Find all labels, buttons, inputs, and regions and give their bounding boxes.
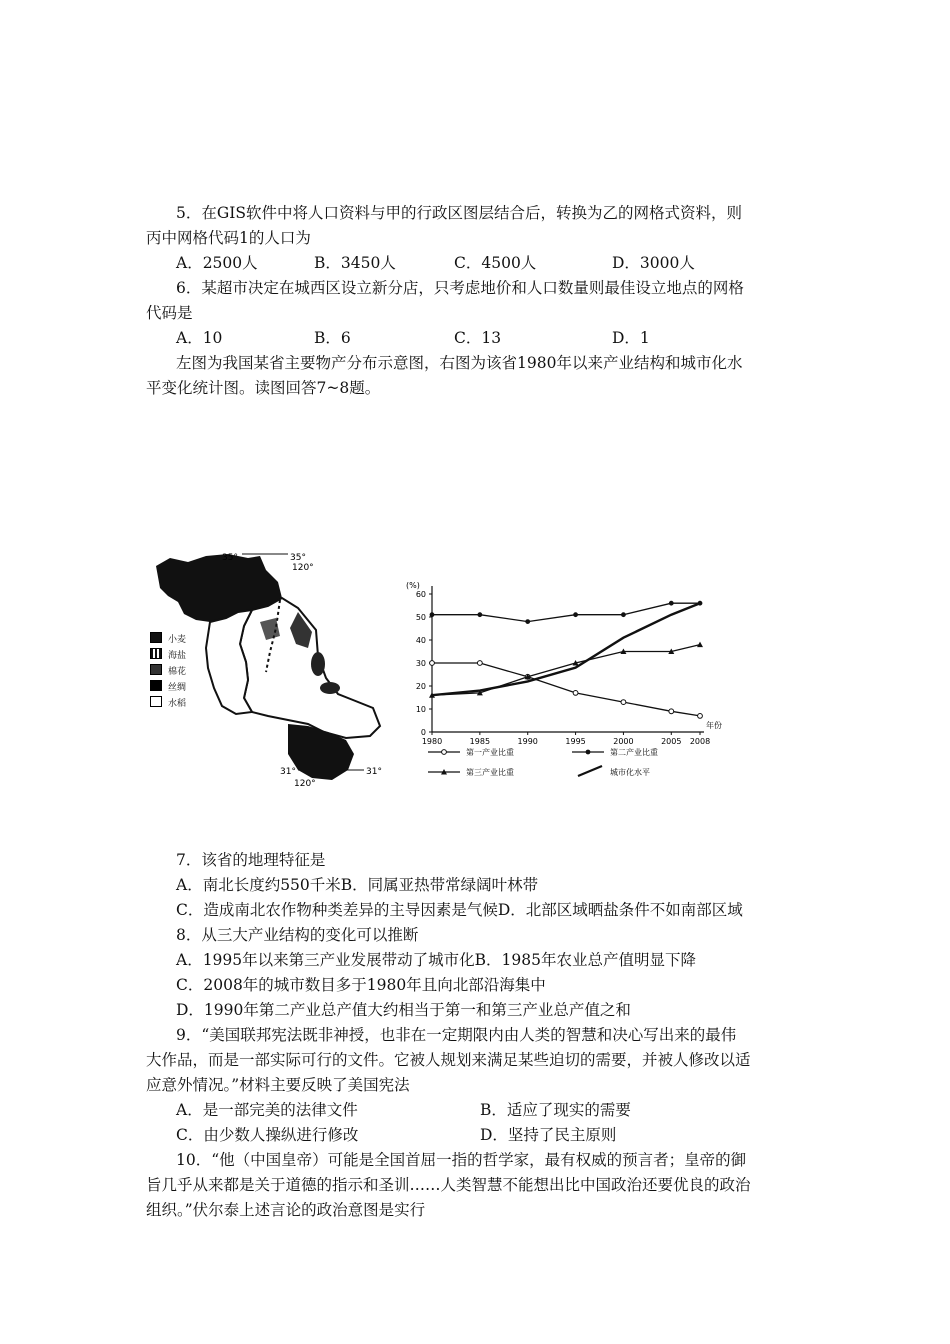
- legend-item-wheat: [150, 632, 220, 648]
- industry-urbanization-chart: [400, 580, 730, 790]
- q10-stem-line1: 10．“他（中国皇帝）可能是全国首屈一指的哲学家，最有权威的预言者；皇帝的御: [176, 1151, 747, 1169]
- coord-label-31-left: 31°: [280, 767, 296, 777]
- rice-swatch: [150, 696, 162, 707]
- legend-label-rice: 水稻: [168, 699, 187, 709]
- data-point: [573, 612, 578, 617]
- q8-stem: 8．从三大产业结构的变化可以推断: [176, 926, 419, 944]
- q6-option-a: A．10: [176, 329, 223, 347]
- x-tick-label: 1995: [565, 737, 586, 746]
- y-tick-label: 10: [415, 705, 426, 714]
- coord-label-35-right: 35°: [290, 553, 306, 563]
- intro-line1: 左图为我国某省主要物产分布示意图，右图为该省1980年以来产业结构和城市化水: [176, 354, 743, 372]
- q5-option-b: B．3450人: [314, 254, 396, 272]
- central-region: [240, 598, 380, 738]
- y-tick-label: 30: [415, 659, 426, 668]
- legend-item-rice: [150, 696, 220, 712]
- legend-label: 第一产业比重: [466, 748, 514, 757]
- legend-item-salt: [150, 648, 220, 664]
- q9-stem-line2: 大作品，而是一部实际可行的文件。它被人规划来满足某些迫切的需要，并被人修改以适: [146, 1051, 751, 1069]
- q6-option-d: D．1: [612, 329, 650, 347]
- y-axis-unit: (%): [406, 581, 420, 590]
- x-tick-label: 2000: [613, 737, 634, 746]
- q8-options-ab: A．1995年以来第三产业发展带动了城市化B．1985年农业总产值明显下降: [176, 951, 696, 969]
- data-point: [477, 612, 482, 617]
- series-line: [432, 603, 700, 695]
- data-point: [430, 612, 435, 617]
- data-point: [430, 661, 435, 666]
- x-tick-label: 1980: [421, 737, 443, 746]
- q7-options-cd: C．造成南北农作物种类差异的主导因素是气候D．北部区域晒盐条件不如南部区域: [176, 901, 743, 919]
- q9-stem-line3: 应意外情况。”材料主要反映了美国宪法: [146, 1076, 410, 1094]
- q9-stem-line1: 9．“美国联邦宪法既非神授，也非在一定期限内由人类的智慧和决心写出来的最伟: [176, 1026, 737, 1044]
- x-tick-label: 1985: [469, 737, 491, 746]
- q7-options-ab: A．南北长度约550千米B．同属亚热带常绿阔叶林带: [176, 876, 539, 894]
- q8-option-c: C．2008年的城市数目多于1980年且向北部沿海集中: [176, 976, 546, 994]
- legend-line: [578, 766, 602, 776]
- silk-swatch: [150, 680, 162, 691]
- data-point: [669, 709, 674, 714]
- coord-label-120-top: 120°: [292, 563, 314, 573]
- q10-stem-line3: 组织。”伏尔泰上述言论的政治意图是实行: [146, 1201, 426, 1219]
- data-point: [669, 601, 674, 606]
- q8-option-d: D．1990年第二产业总产值大约相当于第一和第三产业总产值之和: [176, 1001, 631, 1019]
- data-point: [697, 642, 703, 648]
- silk-patch: [320, 682, 340, 694]
- coord-label-120-bottom: 120°: [294, 779, 316, 789]
- cotton-swatch: [150, 664, 162, 675]
- data-point: [477, 661, 482, 666]
- cotton-patch-2: [311, 652, 325, 676]
- y-tick-label: 0: [420, 728, 426, 737]
- q7-stem: 7．该省的地理特征是: [176, 851, 326, 869]
- x-axis-label: 年份: [706, 721, 722, 730]
- data-point: [573, 691, 578, 696]
- q10-stem-line2: 旨几乎从来都是关于道德的指示和圣训……人类智慧不能想出比中国政治还要优良的政治: [146, 1176, 751, 1194]
- y-tick-label: 50: [415, 613, 426, 622]
- x-tick-label: 2008: [689, 737, 711, 746]
- legend-marker: [442, 750, 447, 755]
- q5-option-c: C．4500人: [454, 254, 537, 272]
- legend-marker: [586, 750, 591, 755]
- q6-option-c: C．13: [454, 329, 502, 347]
- legend-item-cotton: [150, 664, 220, 680]
- coord-label-31-right: 31°: [366, 767, 382, 777]
- q5-stem-line2: 丙中网格代码1的人口为: [146, 229, 311, 247]
- q6-stem-line1: 6．某超市决定在城西区设立新分店，只考虑地价和人口数量则最佳设立地点的网格: [176, 279, 744, 297]
- salt-swatch: [150, 648, 162, 659]
- q9-option-b: B．适应了现实的需要: [480, 1101, 631, 1119]
- x-tick-label: 2005: [661, 737, 682, 746]
- y-tick-label: 20: [415, 682, 426, 691]
- x-tick-label: 1990: [517, 737, 538, 746]
- q5-option-d: D．3000人: [612, 254, 695, 272]
- legend-label-wheat: 小麦: [168, 635, 187, 645]
- y-tick-label: 60: [415, 590, 426, 599]
- data-point: [621, 700, 626, 705]
- q6-option-b: B．6: [314, 329, 351, 347]
- q9-option-a: A．是一部完美的法律文件: [176, 1101, 358, 1119]
- q9-option-c: C．由少数人操纵进行修改: [176, 1126, 359, 1144]
- q5-stem-line1: 5．在GIS软件中将人口资料与甲的行政区图层结合后，转换为乙的网格式资料，则: [176, 204, 742, 222]
- q5-option-a: A．2500人: [176, 254, 258, 272]
- legend-label: 第二产业比重: [610, 748, 658, 757]
- q6-stem-line2: 代码是: [146, 304, 193, 322]
- legend-item-silk: [150, 680, 220, 696]
- legend-label-cotton: 棉花: [168, 667, 187, 677]
- y-tick-label: 40: [415, 636, 426, 645]
- q9-option-d: D．坚持了民主原则: [480, 1126, 617, 1144]
- data-point: [621, 612, 626, 617]
- data-point: [698, 714, 703, 719]
- map-legend: [150, 632, 220, 712]
- coord-label-35-left: 35°: [222, 553, 238, 563]
- legend-label: 城市化水平: [610, 768, 650, 777]
- data-point: [525, 619, 530, 624]
- wheat-swatch: [150, 632, 162, 643]
- legend-label: 第三产业比重: [466, 768, 514, 777]
- legend-label-salt: 海盐: [168, 651, 187, 661]
- intro-line2: 平变化统计图。读图回答7~8题。: [146, 379, 381, 397]
- series-line: [432, 603, 700, 621]
- legend-label-silk: 丝绸: [168, 683, 187, 693]
